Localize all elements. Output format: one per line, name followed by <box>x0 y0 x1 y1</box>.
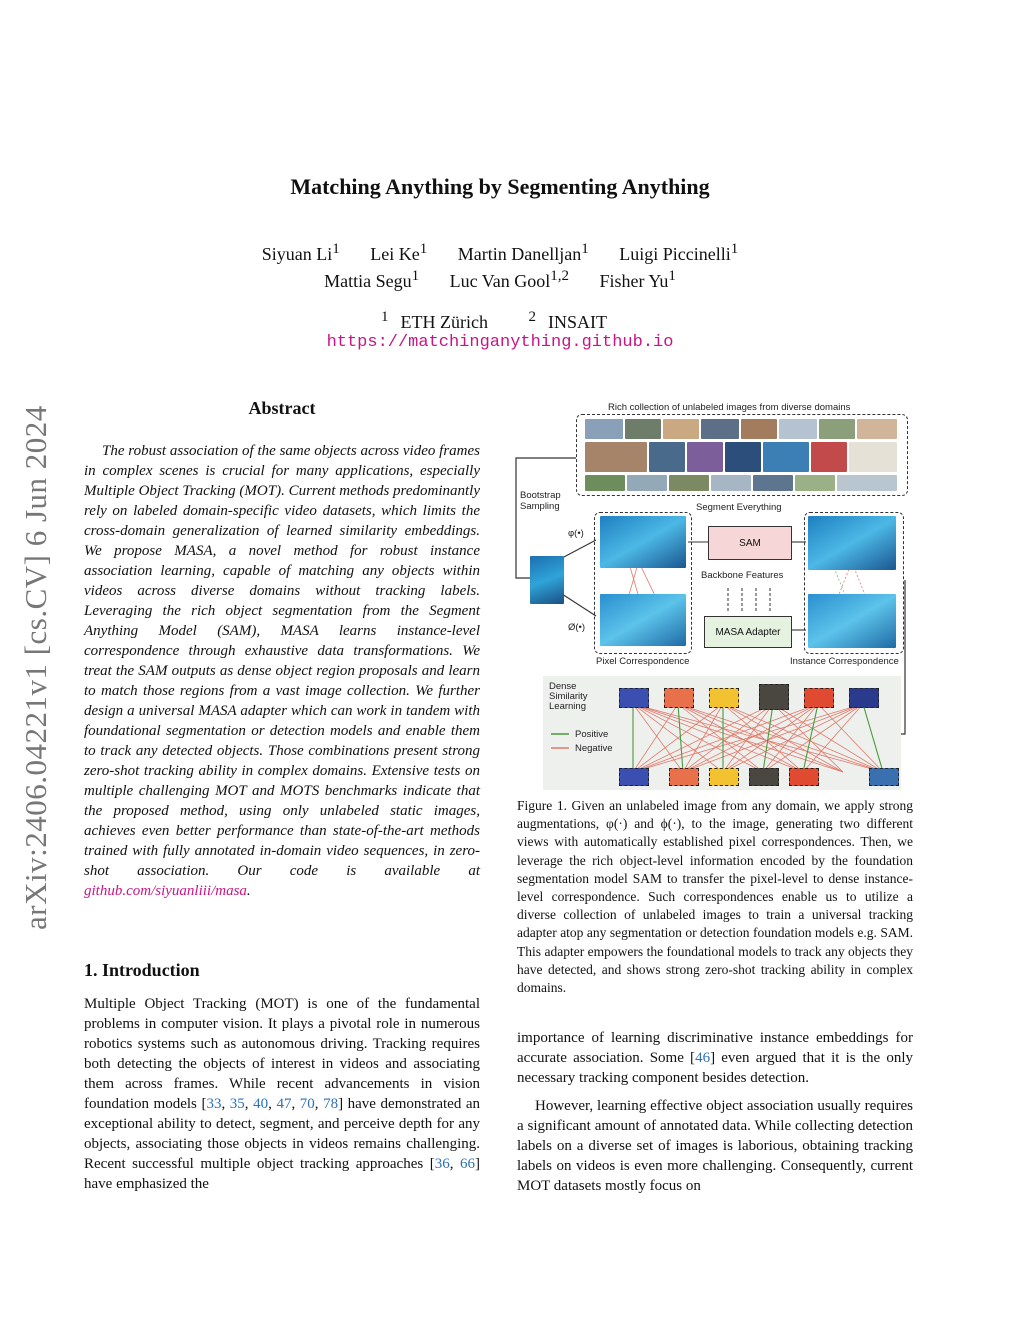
view-2-image <box>600 594 686 646</box>
citation[interactable]: 66 <box>460 1156 475 1172</box>
bootstrap-label: Bootstrap Sampling <box>520 490 561 512</box>
positive-label: Positive <box>575 729 609 740</box>
author: Siyuan Li$^1$ <box>261 241 340 264</box>
fish-crop <box>749 768 779 786</box>
paper-title: Matching Anything by Segmenting Anything <box>290 174 710 199</box>
citation[interactable]: 46 <box>695 1050 711 1066</box>
citation[interactable]: 35 <box>229 1096 245 1112</box>
backbone-label: Backbone Features <box>701 570 784 581</box>
fish-crop <box>619 688 649 708</box>
sam-box: SAM <box>708 526 792 560</box>
dense-similarity-panel <box>543 676 901 790</box>
intro-body: Multiple Object Tracking (MOT) is one of the fundamental problems in computer vision. It plays a pivotal role in numerous robotics systems such as autonomous driving. Tracking requires both detecting the objects of interest in videos and associating them across frames. While recent advancements in vision foundation models [33, 35, 40, 47, 70, 78] have demonstrated an exceptional ability to detect, segment, and perceive depth for any objects, associating those objects in videos remains challenging. Recent successful multiple object tracking approaches [36, 66] have emphasized the <box>84 996 481 1192</box>
fish-crop <box>804 688 834 708</box>
source-image <box>530 556 564 604</box>
affiliations <box>0 309 1000 333</box>
arxiv-stamp: arXiv:2406.04221v1 [cs.CV] 6 Jun 2024 <box>18 405 53 930</box>
fish-crop <box>709 688 739 708</box>
dense-label: Dense Similarity Learning <box>549 681 588 712</box>
fish-crop <box>759 684 789 710</box>
fish-crop <box>619 768 649 786</box>
affiliation: $^1$ ETH Zürich <box>381 309 488 332</box>
collection-label: Rich collection of unlabeled images from diverse domains <box>608 402 851 413</box>
abstract-body: The robust association of the same objects across video frames in complex scenes is crucial for many applications, especially Multiple Object Tracking (MOT). Current methods predominantly rely on labeled domain-specific video datasets, which limits the cross-domain generalization of learned similarity embeddings. We propose MASA, a novel method for robust instance association learning, capable of matching any objects within videos across diverse domains without tracking labels. Leveraging the rich object segmentation from the Segment Anything Model (SAM), MASA learns instance-level correspondence through exhaustive data transformations. We treat the SAM outputs as dense object region proposals and learn to match those regions from a vast image collection. We further design a universal MASA adapter which can work in tandem with foundational segmentation or detection models and enable them to track any detected objects. Those combinations present strong zero-shot tracking ability in complex domains. Extensive tests on multiple challenging MOT and MOTS benchmarks indicate that the proposed method, using only unlabeled static images, achieves even better performance than state-of-the-art methods trained with fully annotated in-domain video sequences, in zero-shot association. Our code is available at github.com/siyuanliii/masa. <box>84 443 480 899</box>
varphi-label: Ø(•) <box>568 622 586 633</box>
project-url[interactable]: https://matchinganything.github.io <box>326 333 674 352</box>
fish-crop <box>664 688 694 708</box>
code-link[interactable]: github.com/siyuanliii/masa <box>84 883 247 899</box>
citation[interactable]: 47 <box>276 1096 292 1112</box>
instance-view-2 <box>808 594 896 648</box>
instance-corr-label: Instance Correspondence <box>790 656 899 667</box>
fish-crop <box>709 768 739 786</box>
pixel-corr-label: Pixel Correspondence <box>596 656 690 667</box>
intro-heading: 1. Introduction <box>84 960 200 980</box>
masa-adapter-box: MASA Adapter <box>704 616 792 648</box>
citation[interactable]: 70 <box>299 1096 315 1112</box>
fish-crop <box>869 768 899 786</box>
author: Fisher Yu$^1$ <box>599 268 676 291</box>
fish-crop <box>789 768 819 786</box>
author: Martin Danelljan$^1$ <box>457 241 589 264</box>
phi-label: φ(•) <box>568 528 584 539</box>
authors-line-1 <box>0 241 1000 265</box>
author: Luc Van Gool$^{1,2}$ <box>449 268 570 291</box>
segment-label: Segment Everything <box>696 502 782 513</box>
citation[interactable]: 40 <box>253 1096 269 1112</box>
figure-1-caption: Figure 1. Given an unlabeled image from any domain, we apply strong augmentations, φ(·) and ϕ(·), to the image, generating two different views with automatically established pixel correspondences. Then, we leverage the rich object-level information encoded by the foundation segmentation model SAM to transfer the pixel-level to dense instance-level correspondence. Such correspondences enable us to utilize a diverse collection of unlabeled images to train a universal tracking adapter atop any segmentation or detection foundation models e.g. SAM. This adapter empowers the foundational models to track any objects they have detected, and shows strong zero-shot tracking ability in complex domains. <box>517 798 913 996</box>
citation[interactable]: 36 <box>434 1156 450 1172</box>
image-collection <box>576 414 908 496</box>
authors-line-2 <box>0 268 1000 292</box>
right-column-body: importance of learning discriminative instance embeddings for accurate association. Some [46] even argued that it is the only necessary tracking component besides detection. However, learning effective object association usually requires a significant amount of annotated data. While collecting detection labels on a diverse set of images is laborious, obtaining tracking labels on videos is even more challenging. Consequently, current MOT datasets mostly focus on <box>517 1030 913 1194</box>
instance-view-1 <box>808 516 896 570</box>
author: Luigi Piccinelli$^1$ <box>619 241 739 264</box>
affiliation: $^2$ INSAIT <box>528 309 607 332</box>
fish-crop <box>849 688 879 708</box>
citation[interactable]: 33 <box>206 1096 222 1112</box>
figure-1 <box>512 398 912 792</box>
citation[interactable]: 78 <box>323 1096 339 1112</box>
abstract-heading: Abstract <box>248 398 316 418</box>
author: Mattia Segu$^1$ <box>324 268 420 291</box>
negative-label: Negative <box>575 743 613 754</box>
author: Lei Ke$^1$ <box>370 241 428 264</box>
fish-crop <box>669 768 699 786</box>
view-1-image <box>600 516 686 568</box>
